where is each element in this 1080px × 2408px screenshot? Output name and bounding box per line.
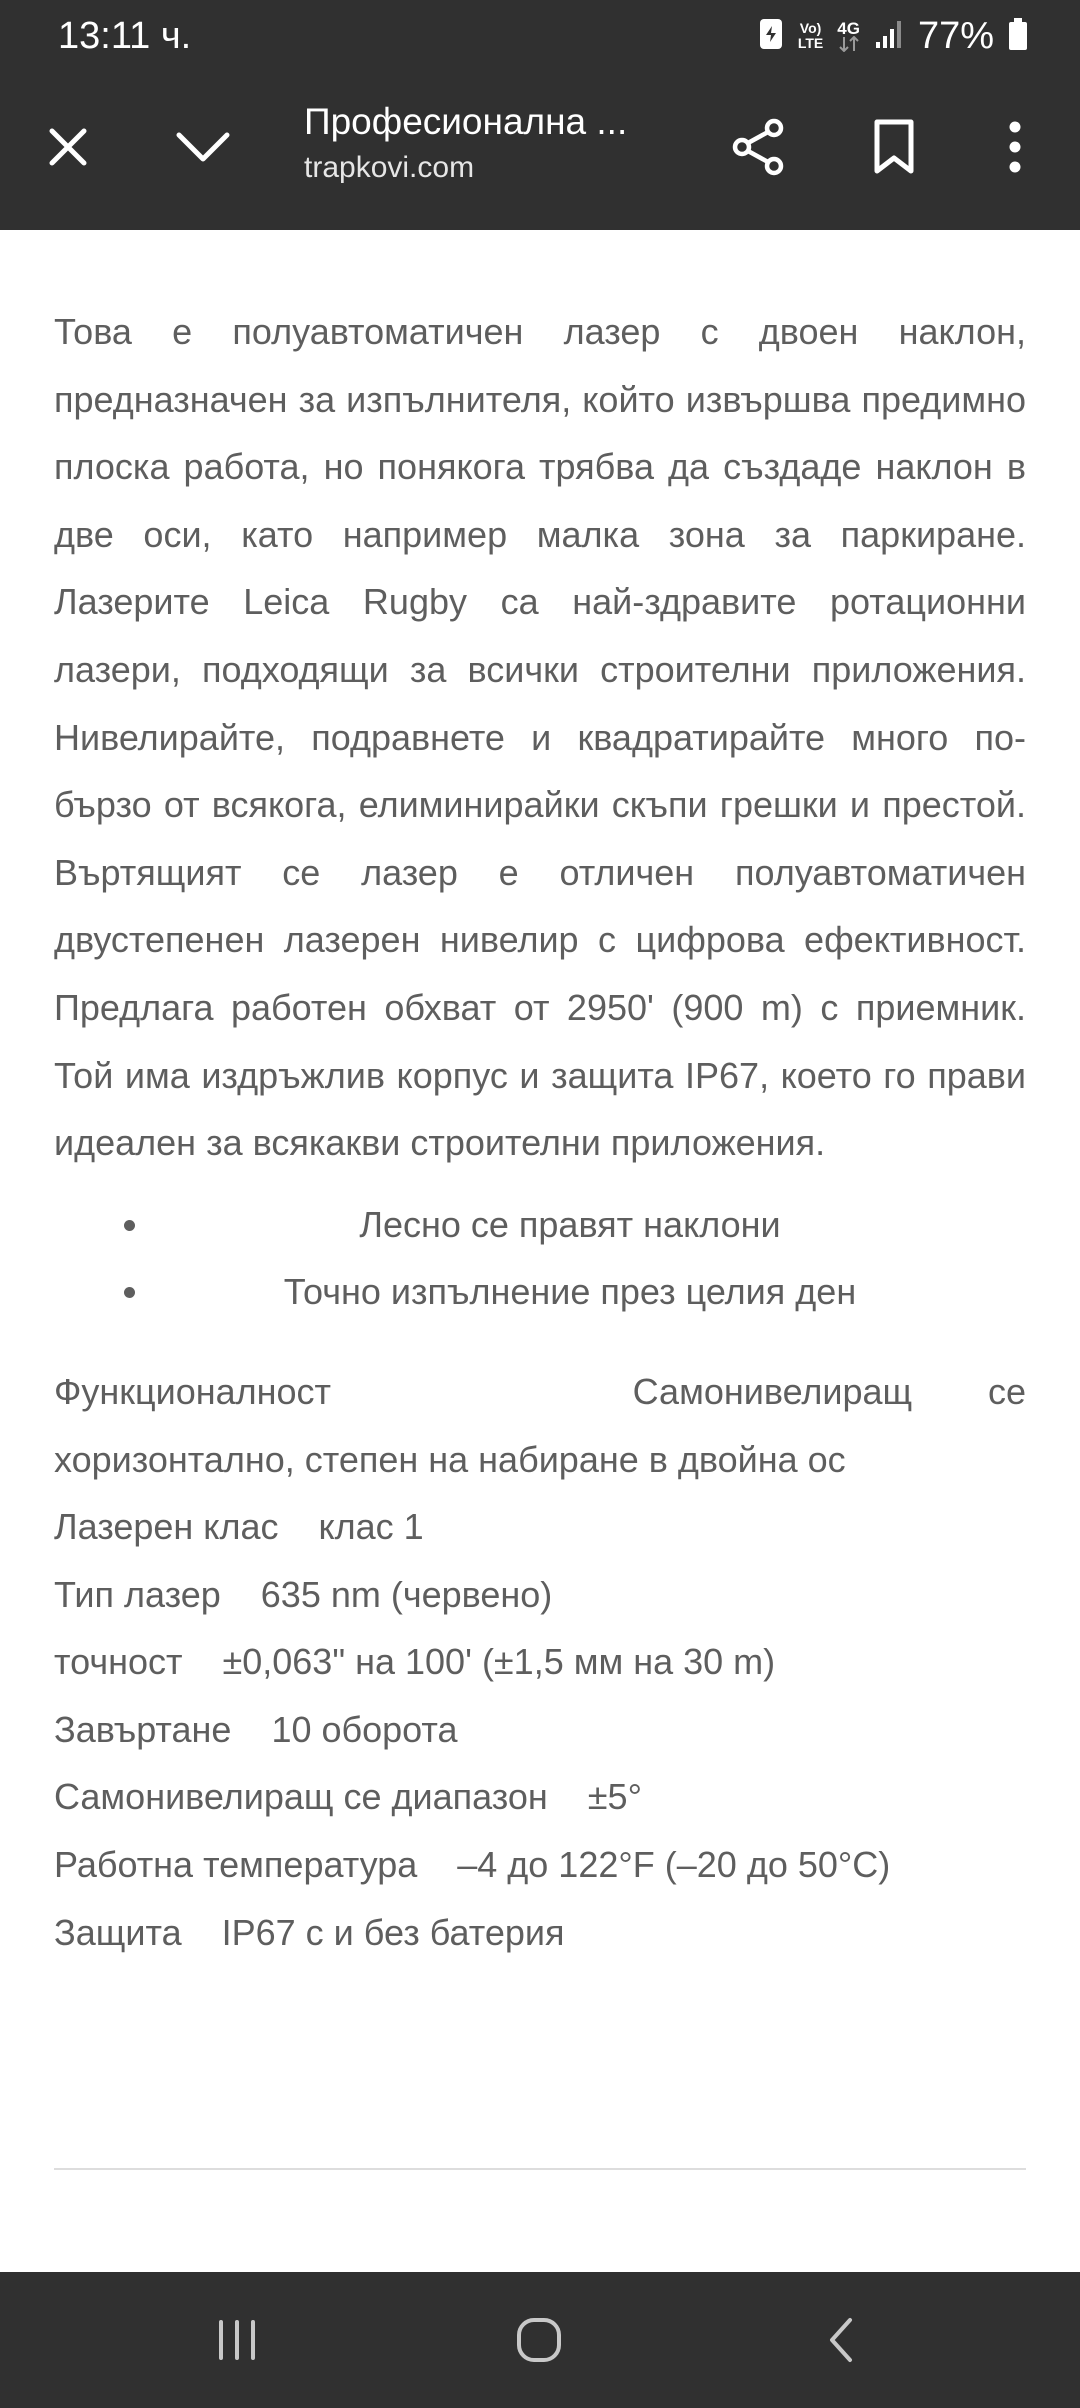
battery-percent: 77% — [917, 15, 994, 57]
spec-label: Завъртане — [54, 1708, 232, 1750]
spec-value: IP67 с и без батерия — [221, 1911, 565, 1953]
spec-list — [54, 1326, 1026, 1966]
spec-value: клас 1 — [318, 1506, 424, 1548]
minimize-button[interactable] — [158, 102, 248, 192]
bookmark-button[interactable] — [849, 102, 939, 192]
page-domain: trapkovi.com — [304, 151, 475, 184]
share-button[interactable] — [713, 102, 803, 192]
chevron-down-icon — [175, 129, 231, 165]
recent-apps-icon — [215, 2318, 259, 2362]
recent-apps-button[interactable] — [177, 2300, 297, 2380]
spec-value: 635 nm (червено) — [260, 1573, 553, 1615]
spec-row — [54, 1561, 1026, 1629]
status-icons — [758, 12, 1028, 60]
top-bar — [0, 0, 1080, 230]
article-paragraph: Това е полуавтоматичен лазер с двоен наклон, предназначен за изпълнителя, който извършва предимно плоска работа, но понякога трябва да създаде наклон в две оси, като например малка зона за паркиране. Лазерите Leica Rugby са най-здравите ротационни лазери, подходящи за всички строителни приложения. Нивелирайте, подравнете и квадратирайте много по-бързо от всякога, елиминирайки скъпи грешки и престой. Въртящият се лазер е отличен полуавтоматичен двустепенен лазерен нивелир с цифрова ефективност. Предлага работен обхват от 2950' (900 m) с приемник. Той има издръжлив корпус и защита IP67, което го прави идеален за всякакви строителни приложения. — [54, 311, 1026, 1164]
share-icon — [730, 118, 786, 176]
spec-row — [54, 1899, 1026, 1967]
page-title-box[interactable] — [304, 98, 674, 190]
spec-row — [54, 1696, 1026, 1764]
article-content — [54, 230, 1026, 1966]
spec-label: Самонивелиращ се диапазон — [54, 1776, 548, 1818]
spec-label: Защита — [54, 1911, 182, 1953]
system-nav-bar — [0, 2272, 1080, 2408]
bullet-icon — [124, 1287, 135, 1298]
list-item: Точно изпълнение през целия ден — [54, 1258, 1026, 1326]
spec-label: Тип лазер — [54, 1573, 221, 1615]
status-bar — [0, 0, 1080, 72]
close-icon — [46, 125, 90, 169]
more-options-button[interactable] — [970, 102, 1060, 192]
bookmark-icon — [872, 119, 916, 175]
feature-list — [54, 1177, 1026, 1326]
spec-label: Работна температура — [54, 1844, 418, 1886]
spec-row — [54, 1628, 1026, 1696]
back-button[interactable] — [782, 2300, 902, 2380]
page-title: Професионална ... — [304, 101, 628, 142]
spec-row — [54, 1831, 1026, 1899]
spec-row — [54, 1493, 1026, 1561]
spec-label: Функционалност — [54, 1370, 332, 1412]
home-button[interactable] — [479, 2300, 599, 2380]
spec-value: ±0,063" на 100' (±1,5 мм на 30 m) — [222, 1641, 776, 1683]
list-item: Лесно се правят наклони — [54, 1191, 1026, 1259]
sync-icon — [758, 17, 784, 56]
battery-icon — [1008, 17, 1028, 56]
spec-label: Лазерен клас — [54, 1506, 279, 1548]
more-vert-icon — [1007, 121, 1023, 173]
back-icon — [826, 2316, 858, 2364]
spec-value: Самонивелиращ се хоризонтално, степен на набиране в двойна ос — [54, 1370, 1026, 1480]
spec-value: ±5° — [587, 1776, 642, 1818]
divider — [54, 2168, 1026, 2170]
spec-row — [54, 1763, 1026, 1831]
close-button[interactable] — [23, 102, 113, 192]
bullet-icon — [124, 1220, 135, 1231]
spec-row — [54, 1358, 1026, 1493]
home-icon — [515, 2316, 563, 2364]
spec-value: –4 до 122°F (–20 до 50°C) — [457, 1844, 891, 1886]
browser-toolbar — [0, 72, 1080, 230]
signal-icon — [874, 18, 904, 55]
volte-icon: Vo) LTE — [797, 20, 824, 51]
status-time: 13:11 ч. — [58, 15, 192, 57]
spec-value: 10 оборота — [271, 1708, 458, 1750]
4g-icon: 4G — [837, 21, 860, 52]
spec-label: точност — [54, 1641, 183, 1683]
